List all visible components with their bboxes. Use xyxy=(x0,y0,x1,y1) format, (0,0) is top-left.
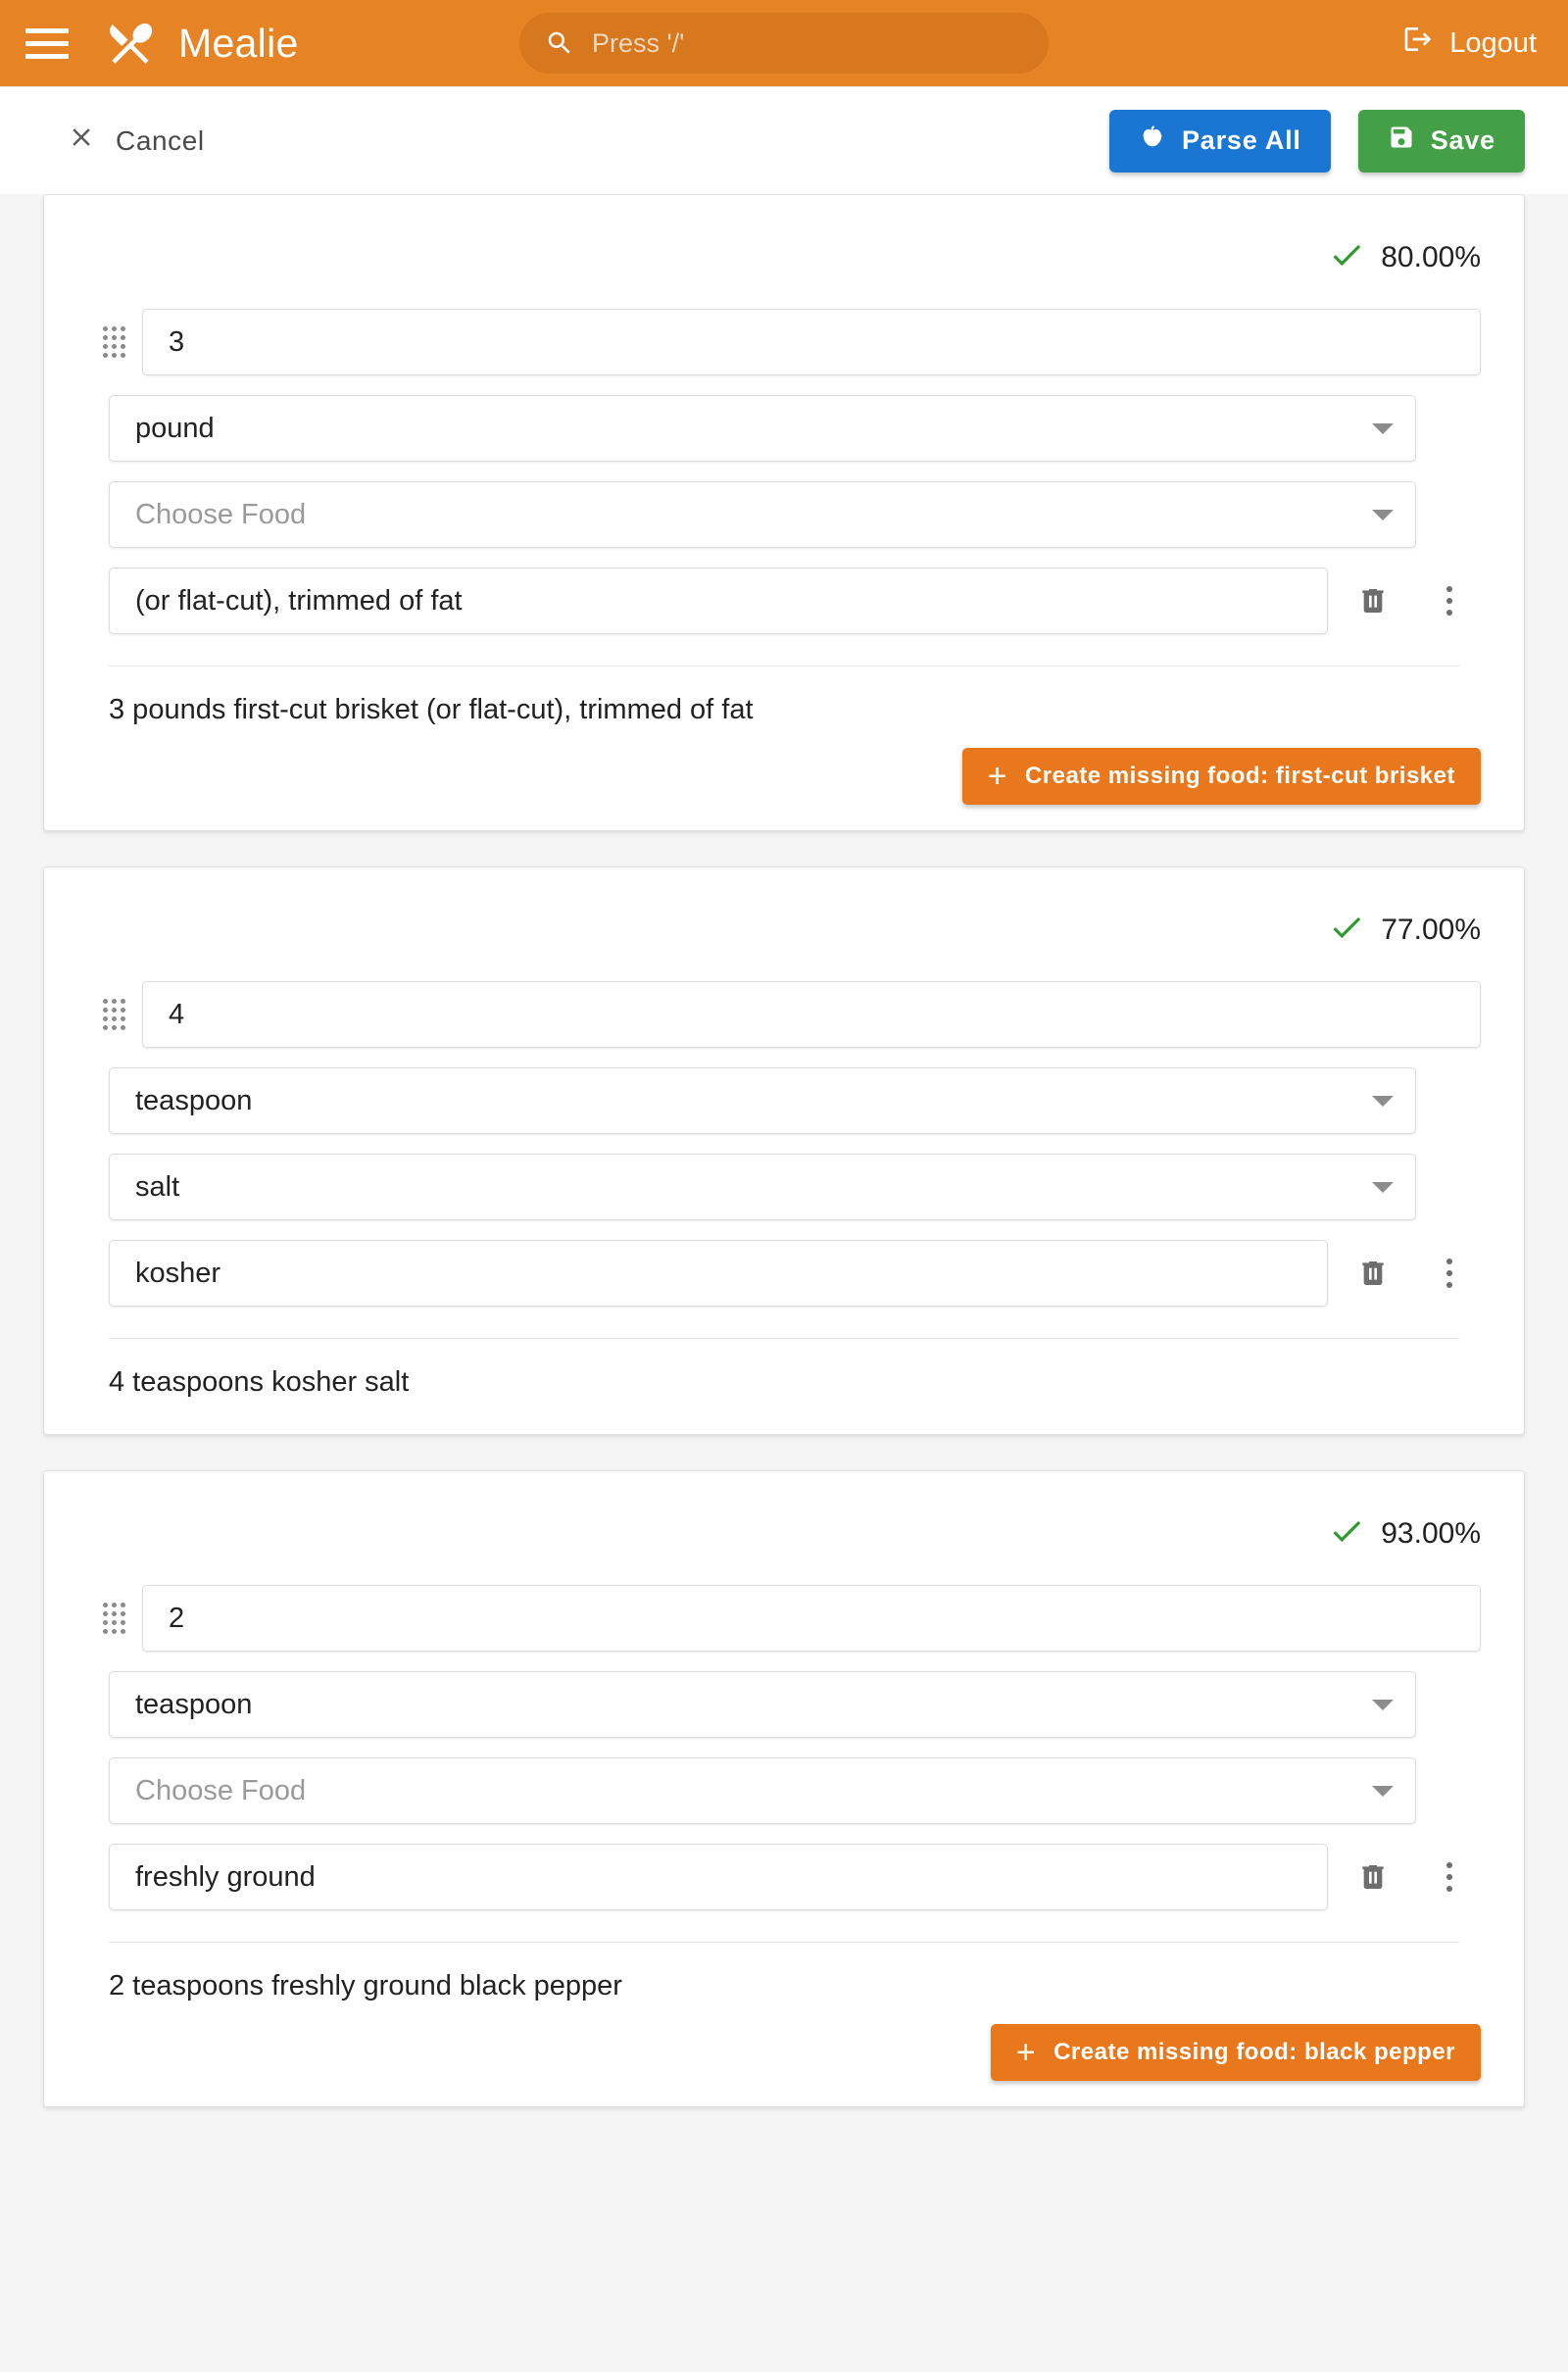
app-title: Mealie xyxy=(178,20,299,66)
delete-icon[interactable] xyxy=(1342,569,1404,632)
quantity-input[interactable] xyxy=(142,309,1481,375)
dots-vertical-icon[interactable] xyxy=(1418,569,1481,632)
chevron-down-icon xyxy=(1372,1182,1394,1193)
quantity-input[interactable] xyxy=(142,981,1481,1048)
toolbar-actions xyxy=(1109,110,1525,173)
unit-value: teaspoon xyxy=(135,1688,253,1720)
search-icon xyxy=(545,28,574,58)
search-placeholder: Press '/' xyxy=(592,27,685,58)
hamburger-icon[interactable] xyxy=(25,24,71,63)
note-input[interactable] xyxy=(109,1844,1328,1910)
parse-confidence xyxy=(87,228,1481,287)
dots-vertical-icon[interactable] xyxy=(1418,1846,1481,1908)
editor-toolbar xyxy=(0,86,1568,194)
unit-select[interactable] xyxy=(109,1671,1416,1738)
create-missing-food-label: Create missing food: black pepper xyxy=(1054,2039,1455,2065)
content-save-icon xyxy=(1388,124,1415,158)
note-input[interactable] xyxy=(109,1240,1328,1307)
plus-icon: + xyxy=(1015,2034,1037,2071)
plus-icon: + xyxy=(987,758,1007,795)
quantity-value: 3 xyxy=(169,325,185,358)
confidence-score: 93.00% xyxy=(1381,1517,1481,1550)
check-icon xyxy=(1328,1512,1365,1556)
original-text: 2 teaspoons freshly ground black pepper xyxy=(109,1970,622,2001)
parse-confidence xyxy=(87,1505,1481,1563)
parse-all-button[interactable] xyxy=(1109,110,1331,173)
quantity-value: 4 xyxy=(169,998,185,1030)
card-spacer xyxy=(87,1399,1481,1408)
delete-icon[interactable] xyxy=(1342,1846,1404,1908)
original-text: 3 pounds first-cut brisket (or flat-cut), trimmed of fat xyxy=(109,694,754,725)
note-value: freshly ground xyxy=(135,1860,316,1893)
chevron-down-icon xyxy=(1372,510,1394,520)
chevron-down-icon xyxy=(1372,1700,1394,1710)
unit-value: teaspoon xyxy=(135,1084,253,1116)
chevron-down-icon xyxy=(1372,1096,1394,1107)
create-missing-food-label: Create missing food: first-cut brisket xyxy=(1024,763,1455,789)
ingredient-card xyxy=(43,866,1525,1435)
drag-handle-icon[interactable] xyxy=(87,326,140,358)
logout-icon xyxy=(1402,24,1434,63)
quantity-value: 2 xyxy=(169,1602,185,1634)
food-select[interactable] xyxy=(109,481,1416,548)
ingredient-card xyxy=(43,194,1525,831)
quantity-row xyxy=(87,309,1481,375)
create-missing-food-button[interactable] xyxy=(962,748,1481,805)
unit-select[interactable] xyxy=(109,395,1416,462)
note-value: (or flat-cut), trimmed of fat xyxy=(135,584,463,617)
quantity-input[interactable] xyxy=(142,1585,1481,1652)
food-placeholder: Choose Food xyxy=(135,1774,307,1806)
card-actions xyxy=(87,748,1481,805)
unit-value: pound xyxy=(135,412,215,444)
logout-button[interactable] xyxy=(1402,24,1537,63)
close-icon xyxy=(67,123,96,159)
check-icon xyxy=(1328,236,1365,279)
food-select[interactable] xyxy=(109,1154,1416,1220)
card-actions xyxy=(87,2024,1481,2081)
food-apple-icon xyxy=(1139,124,1166,158)
fork-knife-logo xyxy=(102,15,159,72)
cancel-label: Cancel xyxy=(116,124,205,156)
note-row xyxy=(109,568,1481,634)
parse-all-label: Parse All xyxy=(1181,125,1301,155)
confidence-score: 80.00% xyxy=(1381,241,1481,273)
save-button[interactable] xyxy=(1358,110,1525,173)
quantity-row xyxy=(87,1585,1481,1652)
save-label: Save xyxy=(1430,125,1495,155)
create-missing-food-button[interactable] xyxy=(991,2024,1481,2081)
quantity-row xyxy=(87,981,1481,1048)
note-value: kosher xyxy=(135,1257,221,1289)
drag-handle-icon[interactable] xyxy=(87,999,140,1030)
original-text: 4 teaspoons kosher salt xyxy=(109,1366,410,1398)
food-value: salt xyxy=(135,1170,180,1203)
drag-handle-icon[interactable] xyxy=(87,1603,140,1634)
note-row xyxy=(109,1240,1481,1307)
parse-confidence xyxy=(87,901,1481,960)
food-placeholder: Choose Food xyxy=(135,498,307,530)
search-input[interactable] xyxy=(519,13,1049,74)
dots-vertical-icon[interactable] xyxy=(1418,1242,1481,1305)
cancel-button[interactable] xyxy=(67,123,205,159)
delete-icon[interactable] xyxy=(1342,1242,1404,1305)
app-bar xyxy=(0,0,1568,86)
ingredient-list xyxy=(0,194,1568,2107)
chevron-down-icon xyxy=(1372,423,1394,434)
unit-select[interactable] xyxy=(109,1067,1416,1134)
food-select[interactable] xyxy=(109,1757,1416,1824)
logout-label: Logout xyxy=(1449,26,1537,59)
chevron-down-icon xyxy=(1372,1786,1394,1797)
confidence-score: 77.00% xyxy=(1381,914,1481,946)
note-row xyxy=(109,1844,1481,1910)
ingredient-card xyxy=(43,1470,1525,2107)
check-icon xyxy=(1328,909,1365,952)
note-input[interactable] xyxy=(109,568,1328,634)
